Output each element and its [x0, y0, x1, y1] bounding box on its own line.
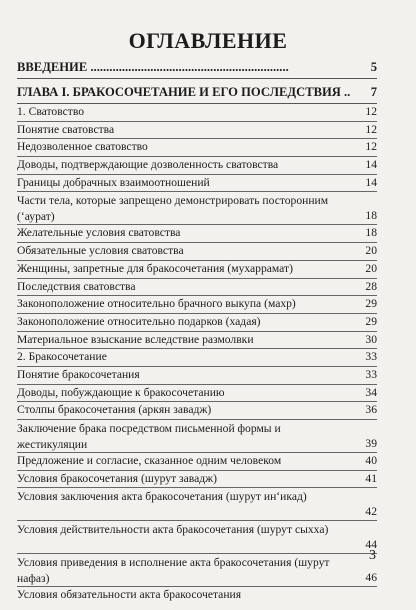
toc-entry [17, 402, 377, 420]
table-of-contents [17, 56, 377, 604]
toc-entry-page: 29 [365, 297, 377, 311]
toc-entry-page: 18 [365, 226, 377, 240]
toc-entry [17, 157, 377, 175]
toc-entry [17, 453, 377, 471]
toc-entry-label: Условия обязательности акта бракосочетания [17, 588, 242, 602]
toc-entry-label: Доводы, побуждающие к бракосочетанию [17, 385, 225, 399]
toc-entry-label: 2. Бракосочетание [17, 350, 107, 364]
page-number: 3 [369, 548, 376, 563]
toc-entry-chapter-1 [17, 79, 377, 104]
toc-entry-label: Условия приведения в исполнение акта бракосочетания (шурут нафаз) [17, 556, 330, 585]
toc-entry [17, 332, 377, 350]
toc-entry-label: Законоположение относительно подарков (хадая) [17, 314, 261, 328]
toc-entry-page: 12 [365, 105, 377, 118]
toc-entry-label: Заключение брака посредством письменной формы и жестикуляции [17, 422, 281, 451]
toc-entry [17, 521, 377, 554]
toc-entry-page: 46 [365, 571, 377, 585]
toc-entry-page: 36 [365, 403, 377, 417]
toc-entry-label: Условия бракосочетания (шурут завадж) [17, 471, 217, 485]
toc-entry [17, 488, 377, 521]
toc-entry-page: 18 [365, 209, 377, 223]
toc-entry-label: ГЛАВА I. БРАКОСОЧЕТАНИЕ И ЕГО ПОСЛЕДСТВИЯ .. [17, 85, 351, 99]
toc-entry-label: Понятие бракосочетания [17, 367, 140, 381]
toc-entry-page: 14 [365, 158, 377, 172]
toc-entry [17, 367, 377, 385]
toc-entry-page: 42 [365, 505, 377, 519]
toc-entry-label: Законоположение относительно брачного выкупа (махр) [17, 297, 296, 311]
toc-entry-label: Условия действительности акта бракосочетания (шурут сыхха) [17, 523, 329, 537]
toc-entry [17, 587, 377, 604]
toc-entry-label: Границы добрачных взаимоотношений [17, 175, 210, 189]
toc-entry-label: Недозволенное сватовство [17, 140, 148, 154]
toc-entry [17, 314, 377, 332]
toc-entry-page: 20 [365, 244, 377, 258]
toc-entry-label: Условия заключения акта бракосочетания (шурут ин‘икад) [17, 490, 307, 504]
toc-entry-page: 29 [365, 314, 377, 328]
toc-entry-page: 39 [365, 437, 377, 450]
toc-entry-label: Столпы бракосочетания (аркян завадж) [17, 403, 212, 417]
toc-entry-label: ВВЕДЕНИЕ ............................................................... [17, 60, 289, 74]
toc-entry [17, 554, 377, 587]
toc-entry-label: Материальное взыскание вследствие размолвки [17, 332, 254, 346]
toc-entry [17, 192, 377, 225]
toc-entry-label: Понятие сватовства [17, 122, 115, 136]
toc-entry-label: Желательные условия сватовства [17, 226, 181, 240]
toc-entry-page: 5 [370, 60, 377, 74]
toc-entry-page: 28 [365, 279, 377, 293]
toc-entry [17, 261, 377, 279]
toc-entry-label: Части тела, которые запрещено демонстрировать посторонним (‘аурат) [17, 194, 329, 223]
toc-entry [17, 175, 377, 193]
toc-entry [17, 279, 377, 297]
toc-entry-page: 12 [365, 122, 377, 136]
toc-entry-page: 40 [365, 454, 377, 467]
toc-entry-page: 14 [365, 175, 377, 189]
toc-entry [17, 139, 377, 157]
toc-entry-page: 7 [370, 85, 377, 99]
toc-entry-label: Последствия сватовства [17, 279, 136, 293]
toc-entry [17, 471, 377, 489]
toc-entry [17, 122, 377, 140]
toc-entry-page: 41 [365, 471, 377, 485]
toc-entry-label: Женщины, запретные для бракосочетания (мухаррамат) [17, 261, 293, 275]
toc-entry [17, 243, 377, 261]
page-title: ОГЛАВЛЕНИЕ [128, 28, 288, 53]
toc-entry-page: 33 [365, 367, 377, 381]
toc-entry-page: 12 [365, 140, 377, 154]
toc-entry-introduction [17, 56, 377, 79]
toc-entry [17, 296, 377, 314]
toc-entry [17, 104, 377, 122]
toc-entry [17, 225, 377, 243]
toc-entry-page: 34 [365, 385, 377, 399]
toc-entry [17, 420, 377, 453]
toc-entry-page: 33 [365, 350, 377, 364]
toc-entry-page: 30 [365, 332, 377, 346]
toc-entry-label: Доводы, подтверждающие дозволенность сватовства [17, 158, 279, 172]
toc-entry-page: 20 [365, 261, 377, 275]
toc-entry-page: 44 [365, 538, 377, 552]
toc-entry [17, 349, 377, 367]
toc-entry-label: Обязательные условия сватовства [17, 244, 184, 258]
toc-entry-label: Предложение и согласие, сказанное одним человеком [17, 454, 282, 467]
toc-entry-label: 1. Сватовство [17, 105, 85, 118]
toc-entry [17, 385, 377, 403]
